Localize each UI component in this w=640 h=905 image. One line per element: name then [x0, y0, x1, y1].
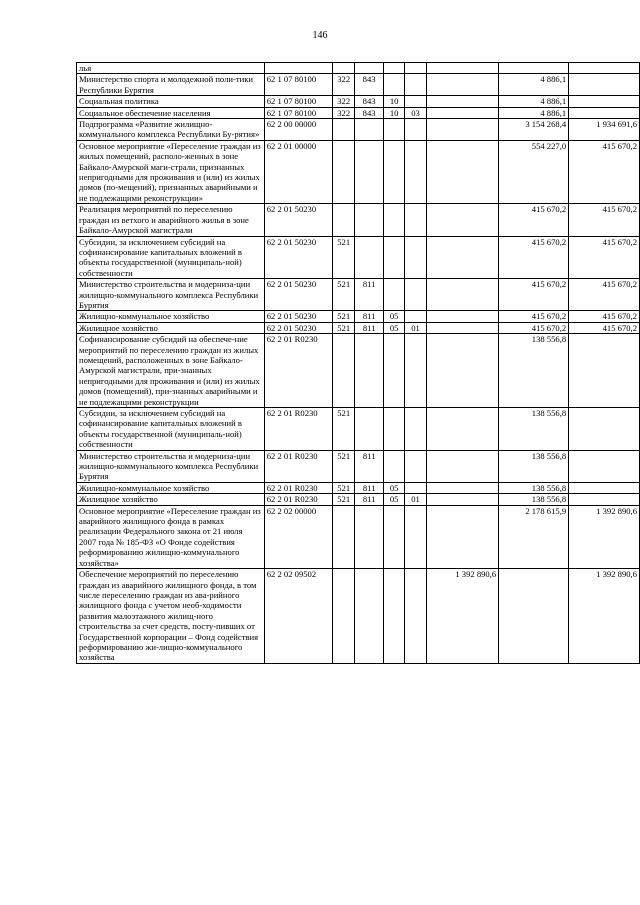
cell-y3	[569, 96, 640, 107]
cell-gr: 811	[355, 311, 384, 322]
cell-y3: 415 670,2	[569, 140, 640, 203]
cell-vr: 521	[333, 408, 355, 451]
cell-gr	[355, 569, 384, 664]
cell-y3: 415 670,2	[569, 311, 640, 322]
cell-y2: 4 886,1	[499, 74, 569, 96]
cell-y2: 415 670,2	[499, 236, 569, 279]
cell-csr: 62 2 02 00000	[264, 505, 332, 568]
cell-vr: 521	[333, 322, 355, 333]
cell-gr: 843	[355, 107, 384, 118]
table-row	[77, 450, 640, 482]
cell-name: Министерство строительства и модерниза-ции жилищно-коммунального комплекса Республики Бурятия	[77, 279, 265, 311]
cell-name: Жилищно-коммунальное хозяйство	[77, 311, 265, 322]
cell-gr: 843	[355, 96, 384, 107]
cell-csr: 62 2 01 50230	[264, 311, 332, 322]
cell-y3: 1 392 890,6	[569, 505, 640, 568]
cell-y1	[426, 63, 498, 74]
cell-csr	[264, 63, 332, 74]
cell-gr	[355, 408, 384, 451]
cell-y1	[426, 279, 498, 311]
cell-pr	[405, 334, 426, 408]
cell-y1	[426, 204, 498, 236]
cell-csr: 62 2 01 R0230	[264, 334, 332, 408]
cell-csr: 62 2 01 R0230	[264, 408, 332, 451]
cell-pr: 01	[405, 494, 426, 505]
cell-y3	[569, 482, 640, 493]
cell-y1	[426, 311, 498, 322]
cell-gr: 843	[355, 74, 384, 96]
cell-gr	[355, 63, 384, 74]
cell-y2	[499, 63, 569, 74]
cell-rz	[383, 505, 404, 568]
cell-csr: 62 2 01 R0230	[264, 494, 332, 505]
cell-csr: 62 2 01 R0230	[264, 482, 332, 493]
cell-y2: 138 556,8	[499, 494, 569, 505]
cell-gr: 811	[355, 450, 384, 482]
table-row	[77, 334, 640, 408]
cell-y1	[426, 494, 498, 505]
cell-y2: 4 886,1	[499, 96, 569, 107]
table-row	[77, 482, 640, 493]
cell-vr: 322	[333, 96, 355, 107]
cell-pr	[405, 119, 426, 141]
table-row	[77, 107, 640, 118]
cell-y3: 415 670,2	[569, 279, 640, 311]
cell-vr	[333, 334, 355, 408]
cell-rz	[383, 204, 404, 236]
cell-vr	[333, 569, 355, 664]
cell-pr	[405, 63, 426, 74]
cell-y3	[569, 107, 640, 118]
cell-rz: 05	[383, 322, 404, 333]
cell-y1	[426, 119, 498, 141]
table-row	[77, 311, 640, 322]
cell-y3	[569, 450, 640, 482]
cell-y3: 1 934 691,6	[569, 119, 640, 141]
cell-name: Министерство спорта и молодежной поли-тики Республики Бурятия	[77, 74, 265, 96]
cell-y3: 1 392 890,6	[569, 569, 640, 664]
cell-y3	[569, 334, 640, 408]
cell-name: Обеспечение мероприятий по переселению граждан из аварийного жилищного фонда, в том числе переселению граждан из ава-рийного жилищного фонда с учетом необ-ходимости развития малоэтажного жилищ-ного строительства за счет средств, посту-пивших от Государственной корпорации – Фонд содействия реформированию жи-лищно-коммунального хозяйства	[77, 569, 265, 664]
cell-csr: 62 2 01 R0230	[264, 450, 332, 482]
cell-y3: 415 670,2	[569, 322, 640, 333]
cell-name: Основное мероприятие «Переселение граждан из жилых помещений, располо-женных в зоне Байкало-Амурской маги-страли, признанных непригодными для проживания и (или) из жилых домов (по-мещений), признанных аварийными и не подлежащими реконструкции»	[77, 140, 265, 203]
page-number: 146	[312, 30, 328, 41]
cell-csr: 62 1 07 80100	[264, 74, 332, 96]
cell-csr: 62 2 01 50230	[264, 204, 332, 236]
cell-pr	[405, 279, 426, 311]
cell-gr	[355, 334, 384, 408]
cell-y1	[426, 74, 498, 96]
cell-name: лья	[77, 63, 265, 74]
cell-name: Социальное обеспечение населения	[77, 107, 265, 118]
cell-vr	[333, 63, 355, 74]
cell-y2: 138 556,8	[499, 334, 569, 408]
cell-y1	[426, 408, 498, 451]
cell-rz	[383, 569, 404, 664]
cell-rz	[383, 408, 404, 451]
cell-vr: 521	[333, 494, 355, 505]
table-row	[77, 204, 640, 236]
table-row	[77, 96, 640, 107]
cell-y3: 415 670,2	[569, 236, 640, 279]
cell-y1	[426, 505, 498, 568]
cell-name: Софинансирование субсидий на обеспече-ние мероприятий по переселению граждан из жилых помещений, расположенных в зоне Байкало-Амурской магистрали, при-знанных непригодными для проживания и (или) из жилых домов (помещений), при-знанных аварийными и не подлежащими реконструкции	[77, 334, 265, 408]
cell-y2: 415 670,2	[499, 279, 569, 311]
cell-name: Реализация мероприятий по переселению граждан из ветхого и аварийного жилья в зоне Байкало-Амурской магистрали	[77, 204, 265, 236]
cell-y1	[426, 236, 498, 279]
cell-pr	[405, 311, 426, 322]
cell-pr	[405, 408, 426, 451]
cell-rz	[383, 140, 404, 203]
cell-pr	[405, 140, 426, 203]
cell-vr	[333, 204, 355, 236]
cell-rz	[383, 74, 404, 96]
cell-rz: 05	[383, 482, 404, 493]
cell-y1	[426, 322, 498, 333]
cell-pr: 01	[405, 322, 426, 333]
cell-y2: 138 556,8	[499, 482, 569, 493]
cell-pr	[405, 204, 426, 236]
cell-rz	[383, 279, 404, 311]
cell-vr: 322	[333, 107, 355, 118]
cell-vr: 521	[333, 236, 355, 279]
cell-y3	[569, 408, 640, 451]
cell-gr	[355, 505, 384, 568]
cell-rz	[383, 450, 404, 482]
table-row	[77, 408, 640, 451]
cell-y1: 1 392 890,6	[426, 569, 498, 664]
cell-y3	[569, 63, 640, 74]
cell-gr: 811	[355, 494, 384, 505]
cell-y2: 138 556,8	[499, 450, 569, 482]
cell-y1	[426, 482, 498, 493]
cell-pr	[405, 74, 426, 96]
cell-y3: 415 670,2	[569, 204, 640, 236]
cell-y1	[426, 107, 498, 118]
cell-y1	[426, 334, 498, 408]
cell-vr: 521	[333, 311, 355, 322]
cell-pr	[405, 569, 426, 664]
cell-gr	[355, 236, 384, 279]
cell-pr	[405, 482, 426, 493]
cell-rz: 10	[383, 96, 404, 107]
cell-pr	[405, 96, 426, 107]
table-row	[77, 63, 640, 74]
cell-pr	[405, 505, 426, 568]
cell-name: Министерство строительства и модерниза-ции жилищно-коммунального комплекса Республики Бурятия	[77, 450, 265, 482]
cell-y2: 415 670,2	[499, 311, 569, 322]
cell-gr: 811	[355, 482, 384, 493]
cell-name: Субсидии, за исключением субсидий на софинансирование капитальных вложений в объекты государственной (муниципаль-ной) собственности	[77, 408, 265, 451]
cell-vr	[333, 505, 355, 568]
cell-csr: 62 2 01 50230	[264, 322, 332, 333]
cell-vr: 521	[333, 450, 355, 482]
cell-name: Основное мероприятие «Переселение граждан из аварийного жилищного фонда в рамках реализации Федерального закона от 21 июля 2007 года № 185-ФЗ «О Фонде содействия реформированию жилищно-коммунального хозяйства»	[77, 505, 265, 568]
table-row	[77, 505, 640, 568]
cell-gr	[355, 119, 384, 141]
cell-vr: 521	[333, 279, 355, 311]
table-row	[77, 140, 640, 203]
cell-pr	[405, 450, 426, 482]
cell-csr: 62 2 01 50230	[264, 279, 332, 311]
cell-rz	[383, 119, 404, 141]
cell-pr	[405, 236, 426, 279]
table-row	[77, 74, 640, 96]
cell-csr: 62 1 07 80100	[264, 107, 332, 118]
cell-csr: 62 1 07 80100	[264, 96, 332, 107]
cell-vr: 521	[333, 482, 355, 493]
table-row	[77, 494, 640, 505]
cell-name: Жилищное хозяйство	[77, 494, 265, 505]
cell-name: Жилищное хозяйство	[77, 322, 265, 333]
cell-y2: 554 227,0	[499, 140, 569, 203]
cell-rz: 05	[383, 494, 404, 505]
cell-y3	[569, 494, 640, 505]
cell-gr	[355, 204, 384, 236]
cell-csr: 62 2 00 00000	[264, 119, 332, 141]
cell-y1	[426, 96, 498, 107]
budget-table	[76, 62, 640, 664]
cell-y2: 138 556,8	[499, 408, 569, 451]
cell-csr: 62 2 01 50230	[264, 236, 332, 279]
cell-rz: 05	[383, 311, 404, 322]
cell-gr	[355, 140, 384, 203]
cell-vr: 322	[333, 74, 355, 96]
cell-y2: 415 670,2	[499, 204, 569, 236]
cell-y2	[499, 569, 569, 664]
cell-y2: 4 886,1	[499, 107, 569, 118]
cell-name: Подпрограмма «Развитие жилищно-коммунального комплекса Республики Бу-рятия»	[77, 119, 265, 141]
cell-pr: 03	[405, 107, 426, 118]
cell-rz: 10	[383, 107, 404, 118]
table-row	[77, 569, 640, 664]
cell-y2: 415 670,2	[499, 322, 569, 333]
cell-vr	[333, 140, 355, 203]
table-row	[77, 279, 640, 311]
cell-gr: 811	[355, 279, 384, 311]
table-body	[77, 63, 640, 664]
table-row	[77, 236, 640, 279]
cell-name: Жилищно-коммунальное хозяйство	[77, 482, 265, 493]
cell-y2: 3 154 268,4	[499, 119, 569, 141]
cell-gr: 811	[355, 322, 384, 333]
cell-y1	[426, 140, 498, 203]
cell-y1	[426, 450, 498, 482]
cell-rz	[383, 63, 404, 74]
table-row	[77, 119, 640, 141]
cell-y3	[569, 74, 640, 96]
cell-rz	[383, 334, 404, 408]
cell-y2: 2 178 615,9	[499, 505, 569, 568]
table-row	[77, 322, 640, 333]
cell-name: Социальная политика	[77, 96, 265, 107]
cell-name: Субсидии, за исключением субсидий на софинансирование капитальных вложений в объекты государственной (муниципаль-ной) собственности	[77, 236, 265, 279]
cell-csr: 62 2 01 00000	[264, 140, 332, 203]
cell-csr: 62 2 02 09502	[264, 569, 332, 664]
cell-vr	[333, 119, 355, 141]
cell-rz	[383, 236, 404, 279]
